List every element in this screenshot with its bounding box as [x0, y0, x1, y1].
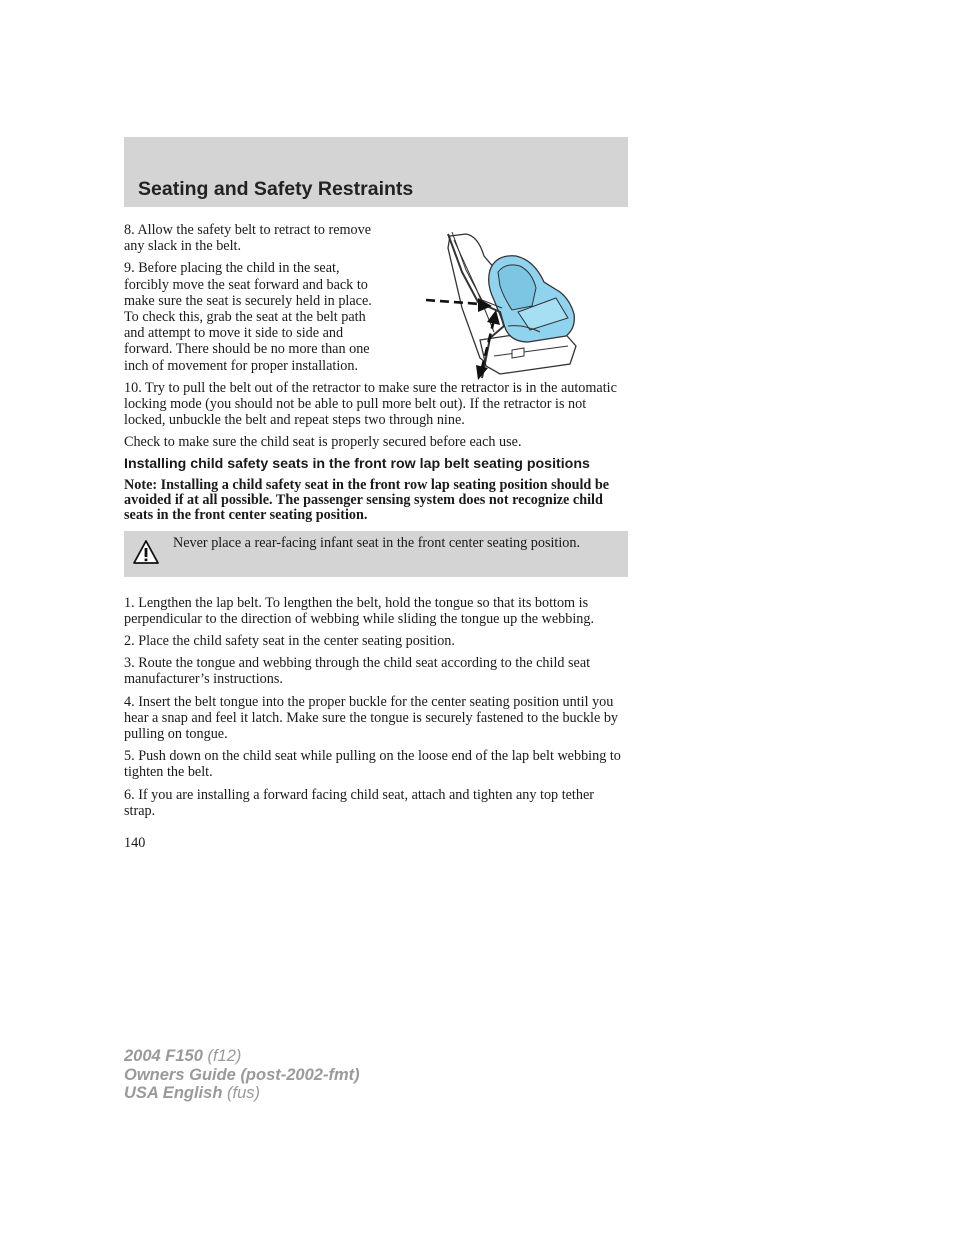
step-2-place: 2. Place the child safety seat in the center seating position.	[124, 633, 455, 650]
step-5-push: 5. Push down on the child seat while pulling on the loose end of the lap belt webbing to tighten the belt.	[124, 748, 621, 781]
section-title: Seating and Safety Restraints	[138, 178, 414, 200]
page-content	[124, 222, 628, 857]
footer-line-model	[124, 1047, 360, 1066]
step-8: 8. Allow the safety belt to retract to remove any slack in the belt.	[124, 222, 372, 255]
step-4-insert: 4. Insert the belt tongue into the proper buckle for the center seating position until you hear a snap and feel it latch. Make sure the tongue is securely fastened to the buckle by pulling on tongue.	[124, 693, 619, 743]
section-header-band	[124, 137, 628, 207]
footer-language: USA English	[124, 1084, 223, 1102]
footer-line-guide	[124, 1066, 360, 1085]
footer-model: 2004 F150	[124, 1047, 203, 1065]
footer-language-code: (fus)	[222, 1084, 260, 1102]
warning-box	[124, 531, 628, 577]
section-note: Note: Installing a child safety seat in the front row lap seating position should be avoided if at all possible. The passenger sensing system does not recognize child seats in the front center seating position.	[124, 476, 610, 523]
warning-triangle-icon	[132, 539, 160, 565]
footer-guide: Owners Guide (post-2002-fmt)	[124, 1065, 360, 1084]
step-6-tether: 6. If you are installing a forward facing child seat, attach and tighten any top tether strap.	[124, 786, 594, 819]
step-10: 10. Try to pull the belt out of the retractor to make sure the retractor is in the automatic locking mode (you should not be able to pull more belt out). If the retractor is not locked, unbuckle the belt and repeat steps two through nine.	[124, 379, 617, 429]
check-secured-text: Check to make sure the child seat is properly secured before each use.	[124, 434, 522, 451]
footer-line-language	[124, 1084, 360, 1103]
step-1-lengthen: 1. Lengthen the lap belt. To lengthen the belt, hold the tongue so that its bottom is perpendicular to the direction of webbing while sliding the tongue up the webbing.	[124, 594, 595, 627]
step-9: 9. Before placing the child in the seat, forcibly move the seat forward and back to make sure the seat is securely held in place. To check this, grab the seat at the belt path and attempt to move it side to side and forward. There should be no more than one inch of movement for proper installation.	[124, 260, 372, 374]
step-3-route: 3. Route the tongue and webbing through the child seat according to the child seat manufacturer’s instructions.	[124, 655, 591, 688]
section-subheading: Installing child safety seats in the front row lap belt seating positions	[124, 455, 590, 472]
warning-text: Never place a rear-facing infant seat in the front center seating position.	[173, 534, 581, 551]
document-footer	[124, 1047, 360, 1103]
page-number: 140	[124, 835, 146, 852]
footer-model-code: (f12)	[202, 1047, 242, 1065]
